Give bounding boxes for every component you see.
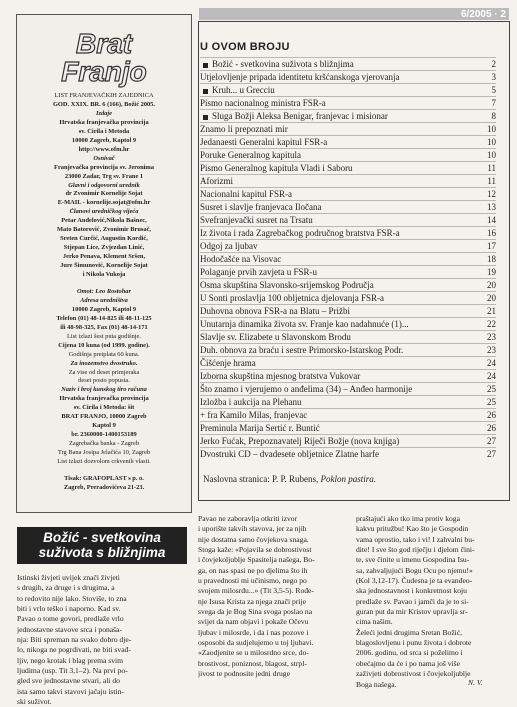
article-line: svijet da nam objavi i pokaže Očevu: [198, 617, 309, 627]
masthead-line: Sreten Ćurčić, Augustin Kordić,: [60, 235, 148, 243]
masthead-line: Omot: Leo Rostohar: [77, 287, 131, 295]
masthead-line: BRAT FRANJO, 10000 Zagreb: [61, 413, 147, 421]
masthead-line: i Nikola Vukoja: [82, 271, 126, 278]
toc-entry-page: 19: [487, 267, 496, 277]
toc-entry-title: Čišćenje hrama: [200, 358, 256, 368]
toc-entry[interactable]: [200, 356, 496, 370]
masthead-line: Trg Bana Josipa Jelačića 10, Zagreb: [57, 449, 151, 457]
article-line: u pravednosti mi učinismo, nego po: [198, 576, 307, 586]
toc-entry-page: 23: [487, 345, 496, 355]
toc-entry-page: 18: [487, 254, 496, 264]
toc-entry[interactable]: [200, 213, 496, 227]
toc-entry-page: 20: [487, 293, 496, 303]
toc-entry-title: Susret i slavlje franjevaca Iločana: [200, 202, 322, 212]
masthead-line: Stjepan Lice, Zvjezdan Linić,: [63, 244, 145, 252]
toc-entry-page: 20: [487, 280, 496, 290]
toc-entry-page: 21: [487, 306, 496, 316]
toc-entry-title: Duh. obnova za braću i sestre Primorsko-Istarskog Podr.: [200, 345, 404, 355]
toc-entry[interactable]: [200, 369, 496, 383]
masthead-line: Kaptol 9: [92, 422, 116, 430]
article-line: svojem milosrđu...» (Tit 3,5-5). Rođe-: [198, 586, 314, 596]
logo-word-2: Franjo: [61, 56, 147, 87]
toc-entry-page: 23: [487, 332, 496, 342]
masthead-line: Za vise od deset primjeraka: [68, 368, 140, 376]
article-line: ljubav i milosrđe, i da i nas pozove i: [198, 627, 309, 637]
toc-entry-title: Pismo nacionalnog ministra FSR-a: [200, 98, 326, 108]
cover-label: Naslovna stranica:: [203, 474, 270, 484]
masthead-line: Jure Šimunović, Kornelije Sojat: [60, 262, 148, 270]
toc-entry[interactable]: [200, 148, 496, 162]
toc-entry[interactable]: [200, 382, 496, 396]
article-headline-banner: [17, 527, 187, 564]
toc-entry[interactable]: [200, 70, 496, 84]
masthead-line: Mato Batorović, Zvonimir Brusač,: [56, 226, 152, 234]
article-line: vama oprostio, tako i vi! I zahvalni bu-: [356, 534, 475, 544]
toc-entry[interactable]: [200, 408, 496, 422]
article-line: Stoga kaže: «Pojavila se dobrostivost: [198, 545, 312, 555]
article-line: nje Isusa Krista za njega znači prije: [198, 596, 306, 606]
toc-entry-title: Izborna skupština mjesnog bratstva Vukovar: [200, 371, 361, 381]
masthead-line: Franjevačka provincija sv. Jeronima: [54, 163, 154, 171]
masthead-line: br. 2360000-1400153189: [71, 431, 137, 439]
cover-credit: [203, 474, 376, 484]
toc-entry-page: 22: [487, 319, 496, 329]
masthead-line: Osnivač: [93, 154, 115, 162]
toc-entry[interactable]: [200, 57, 496, 71]
masthead-line: Adresa uredništva: [80, 296, 128, 304]
masthead-line: dr Zvonimir Kornelije Sojat: [65, 190, 143, 198]
article-line: predlaže sv. Pavao i jamči da je to si-: [356, 596, 469, 606]
masthead-line: Zagrebačka banka - Zagreb: [68, 440, 140, 448]
article-column-3: [356, 514, 508, 690]
toc-entry[interactable]: [200, 304, 496, 318]
article-line: ljudima (usp. Tit 3,1–2). Na prvi po-: [17, 666, 128, 676]
masthead-line: ili 48-98-325, Fax (01) 48-14-171: [60, 323, 148, 331]
article-line: nja: Biti spreman na svako dobro dje-: [17, 635, 132, 645]
article-line: lo, nikoga ne pogrdivati, ne biti svađ-: [17, 645, 131, 655]
article-line: Pavao ne zaboravlja otkriti izvor: [198, 514, 298, 523]
masthead-line: Tisak: GRAFOPLAST s p. o.: [64, 474, 144, 482]
masthead-line: LIST FRANJEVAČKIH ZAJEDNICA: [54, 92, 154, 99]
toc-entry-title: Jedanaesti Generalni kapitul FSR-a: [200, 137, 328, 147]
article-line: gled sve jednostavne stvari, ali do: [17, 676, 120, 686]
toc-entry-page: 8: [491, 111, 496, 121]
toc-entry[interactable]: [200, 122, 496, 136]
article-line: Boga našega.: [356, 679, 397, 689]
masthead-line: 10000 Zagreb, Kaptol 9: [71, 305, 137, 313]
toc-entry-page: 25: [487, 384, 496, 394]
masthead-line: Jerko Penava, Klement Sršen,: [62, 253, 146, 261]
article-line: blagoslovljenu i punu života i dobrote: [356, 638, 472, 648]
article-line: ski suživot.: [17, 697, 52, 707]
toc-entry[interactable]: [200, 395, 496, 409]
article-line: biti i vrlo teško i naporno. Kad sv.: [17, 604, 121, 614]
masthead-line: Hrvatska franjevačka provincija: [59, 118, 149, 126]
article-line: svega da je Bog Sina svoga poslao na: [198, 607, 313, 617]
article-line: ga, on nas spasi ne po djelima što ih: [198, 565, 308, 575]
toc-entry-title: + fra Kamilo Milas, franjevac: [200, 410, 308, 420]
toc-entry-page: 7: [491, 98, 496, 108]
toc-entry[interactable]: [200, 252, 496, 266]
headline-line-2: suživota s bližnjima: [38, 545, 166, 560]
toc-entry[interactable]: [200, 434, 496, 448]
toc-entry-page: 2: [491, 59, 496, 69]
toc-entry[interactable]: [200, 291, 496, 305]
article-line: i čovjekoljublje Spasitelja našega, Bo-: [198, 555, 315, 565]
toc-entry-title: Hodočašće na Visovac: [200, 254, 282, 264]
masthead-line: Godišnja pretplata 60 kuna.: [68, 350, 140, 358]
toc-entry-title: Božić - svetkovina suživota s bližnjima: [212, 59, 354, 69]
masthead-line: Članovi uredničkog vijeća: [69, 208, 139, 216]
toc-entry-page: 13: [487, 202, 496, 212]
toc-entry-title: Jerko Fućak, Prepoznavatelj Riječi Božje (nova knjiga): [200, 436, 400, 446]
toc-entry-title: Osma skupština Slavonsko-srijemskog Područja: [200, 280, 374, 290]
masthead-line: Petar Anđelović,Nikola Bašnec,: [61, 217, 147, 225]
article-line: Pavao o tome govori, predlaže vrlo: [17, 614, 124, 624]
article-line: te, sve činite u imenu Gospodina Isu-: [356, 555, 470, 565]
article-line: brostivost, poniznost, blagost, strpl-: [198, 658, 307, 668]
toc-entry[interactable]: [200, 330, 496, 344]
masthead-line: Telefon (01) 48-14-825 ili 48-11-125: [56, 314, 152, 322]
toc-entry-page: 10: [487, 137, 496, 147]
masthead-line: 23000 Zadar, Trg sv. Frane 1: [64, 172, 144, 180]
toc-entry-page: 16: [487, 228, 496, 238]
toc-entry[interactable]: [200, 421, 496, 435]
toc-entry-title: Što znamo i vjerujemo o anđelima (34) – Anđeo harmonije: [200, 384, 413, 394]
toc-entry-page: 24: [487, 358, 496, 368]
toc-entry-title: Poruke Generalnog kapitula: [200, 150, 301, 160]
masthead-line: Naziv i broj kunskog tiro računa: [61, 386, 147, 394]
article-line: cima našim.: [356, 617, 393, 627]
article-line: (Kol 3,12-17). Čudesna je ta evanđeo-: [356, 576, 473, 586]
toc-entry[interactable]: [200, 109, 496, 123]
toc-entry-title: Aforizmi: [200, 176, 233, 186]
article-line: «Zaodjenite se u milosrdno srce, do-: [198, 648, 309, 658]
masthead-line: Hrvatska franjevačka provincija: [59, 395, 149, 403]
article-line: jivost te podnosite jedni druge: [198, 669, 290, 679]
toc-entry[interactable]: [200, 174, 496, 188]
toc-entry[interactable]: [200, 317, 496, 331]
toc-entry-page: 25: [487, 397, 496, 407]
toc-entry[interactable]: [200, 447, 496, 461]
toc-entry-title: Unutarnja dinamika života sv. Franje kao nadahnuće (1)...: [200, 319, 409, 329]
article-line: jednostavne stavove srca i ponaša-: [17, 624, 123, 634]
toc-entry[interactable]: [200, 265, 496, 279]
article-line: ljiv, nego krotak i blag prema svim: [17, 655, 124, 665]
toc-entry-title: Iz života i rada Zagrebačkog područnog bratstva FSR-a: [200, 228, 400, 238]
toc-entry-page: 27: [487, 436, 496, 446]
toc-entry-title: Izložba i aukcija na Plehanu: [200, 397, 302, 407]
masthead-line: sv. Ćirila i Metoda: šit: [73, 404, 135, 412]
masthead-line: Izdaje: [96, 109, 112, 117]
toc-entry-page: 27: [487, 449, 496, 459]
cover-work: Poklon pastira.: [320, 474, 376, 484]
article-line: i uporište takvih stavova, jer za njih: [198, 524, 307, 534]
toc-entry-page: 10: [487, 124, 496, 134]
masthead-line: http://www.ofm.hr: [78, 145, 130, 153]
toc-entry-title: U Sonti proslavlja 100 obljetnica djelovanja FSR-a: [200, 293, 384, 303]
toc-entry-page: 12: [487, 189, 496, 199]
toc-entry-title: Duhovna obnova FSR-a na Blatu – Prižbi: [200, 306, 350, 316]
article-line: 2006. godinu, od srca si poželimo i: [356, 648, 463, 658]
toc-entry[interactable]: [200, 161, 496, 175]
toc-entry[interactable]: [200, 239, 496, 253]
article-signature: N. V.: [468, 678, 483, 687]
toc-entry-page: 26: [487, 410, 496, 420]
brat-franjo-logo: [17, 23, 191, 89]
toc-entry-page: 11: [487, 176, 496, 186]
article-line: to redovito nije lako. Stoviše, to zna: [17, 593, 127, 603]
article-line: Želeći jedni drugima Sretan Božić,: [356, 627, 463, 637]
toc-entry-title: Odgoj za ljubav: [200, 241, 258, 251]
toc-entry-title: Kruh... u Grecciu: [212, 85, 275, 95]
masthead-line: Glavni i odgovorni urednik: [68, 181, 140, 189]
toc-entry-title: Utjelovljenje pripada identitetu kršćanskoga vjerovanja: [200, 72, 400, 82]
article-line: kakvu pritužbu! Kao što je Gospodin: [356, 524, 469, 534]
article-line: praštajući ako tko ima protiv koga: [356, 514, 460, 523]
masthead-line: Zagreb, Preradovićeva 21-23.: [63, 483, 145, 491]
masthead-line: Cijena 10 kuna (od 1999. godine).: [58, 341, 150, 349]
masthead-line: sv. Ćirila i Metoda: [78, 127, 130, 135]
article-column-2: [198, 514, 348, 680]
masthead-line: 10000 Zagreb, Kaptol 9: [71, 136, 137, 144]
toc-title: U OVOM BROJU: [200, 41, 290, 53]
article-line: obećajmo da će i po nama još više: [356, 658, 460, 668]
toc-entry-title: Znamo li prepoznati mir: [200, 124, 288, 134]
toc-entry-page: 3: [491, 72, 496, 82]
masthead-line: E-MAIL - kornelije.sojat@ofm.hr: [57, 199, 151, 207]
article-line: nije dostatna samo čovjekova snaga.: [198, 534, 309, 544]
masthead-line: GOD. XXIX. BR. 6 (166), Božić 2005.: [52, 100, 156, 108]
article-line: zaživjeti dobrostivost i čovjekoljublje: [356, 669, 471, 679]
logo-word-1: Brat: [75, 28, 133, 59]
toc-entry-title: Pismo Generalnog kapitula Vladi i Saboru: [200, 163, 353, 173]
toc-entry[interactable]: [200, 96, 496, 110]
article-line: Istinski živjeti uvijek znači živjeti: [17, 573, 120, 582]
toc-entry-page: 14: [487, 215, 496, 225]
masthead-line: List izlazi šest puta godišnje.: [66, 332, 141, 340]
toc-entry[interactable]: [200, 135, 496, 149]
article-line: s drugih, za druge i s drugima, a: [17, 583, 115, 593]
toc-entry-title: Slavlje sv. Elizabete u Slavonskom Brodu: [200, 332, 351, 342]
article-line: osposobi da sudjelujemo u toj ljubavi.: [198, 638, 314, 648]
toc-entry-title: Polaganje prvih zavjeta u FSR-u: [200, 267, 317, 277]
toc-entry-page: 26: [487, 423, 496, 433]
toc-entry-title: Svefranjevački susret na Trsatu: [200, 215, 313, 225]
toc-entry[interactable]: [200, 187, 496, 201]
toc-entry-title: Sluga Božji Aleksa Benigar, franjevac i misionar: [212, 111, 388, 121]
toc-entry-title: Nacionalni kapitul FSR-a: [200, 189, 292, 199]
toc-entry-page: 10: [487, 150, 496, 160]
article-line: ista samo takvi stavovi jačaju istin-: [17, 686, 124, 696]
article-line: dite! I sve što god riječju i djelom čini-: [356, 545, 475, 555]
masthead-line: deset posto popusta.: [78, 377, 130, 385]
toc-entry-page: 17: [487, 241, 496, 251]
toc-entry[interactable]: [200, 83, 496, 97]
toc-entry[interactable]: [200, 343, 496, 357]
toc-entry-page: 5: [491, 85, 496, 95]
issue-page-label: 6/2005 · 2: [460, 9, 506, 20]
toc-entry[interactable]: [200, 200, 496, 214]
toc-entry-title: Preminula Marija Sertić r. Buntić: [200, 423, 320, 433]
cover-author: P. P. Rubens,: [271, 474, 319, 484]
toc-entry[interactable]: [200, 278, 496, 292]
masthead-line: Za inozemstvo dvostruko.: [70, 359, 138, 367]
toc-entry-page: 11: [487, 163, 496, 173]
headline-line-1: Božić - svetkovina: [43, 530, 161, 545]
masthead-line: List izlazi dozvolom crkvenih vlasti.: [57, 458, 151, 465]
toc-entry-page: 24: [487, 371, 496, 381]
masthead: [16, 14, 192, 513]
toc-entry[interactable]: [200, 226, 496, 240]
article-line: guran put da mir Kristov upravlja sr-: [356, 607, 468, 617]
article-line: ska jednostavnost i konkretnost koju: [356, 586, 467, 596]
article-line: sa, zahvaljujući Bogu Ocu po njemu!»: [356, 565, 473, 575]
article-column-1: [17, 573, 187, 707]
toc-entry-title: Dvostruki CD – dvadesete obljetnice Zlatne harfe: [200, 449, 379, 459]
